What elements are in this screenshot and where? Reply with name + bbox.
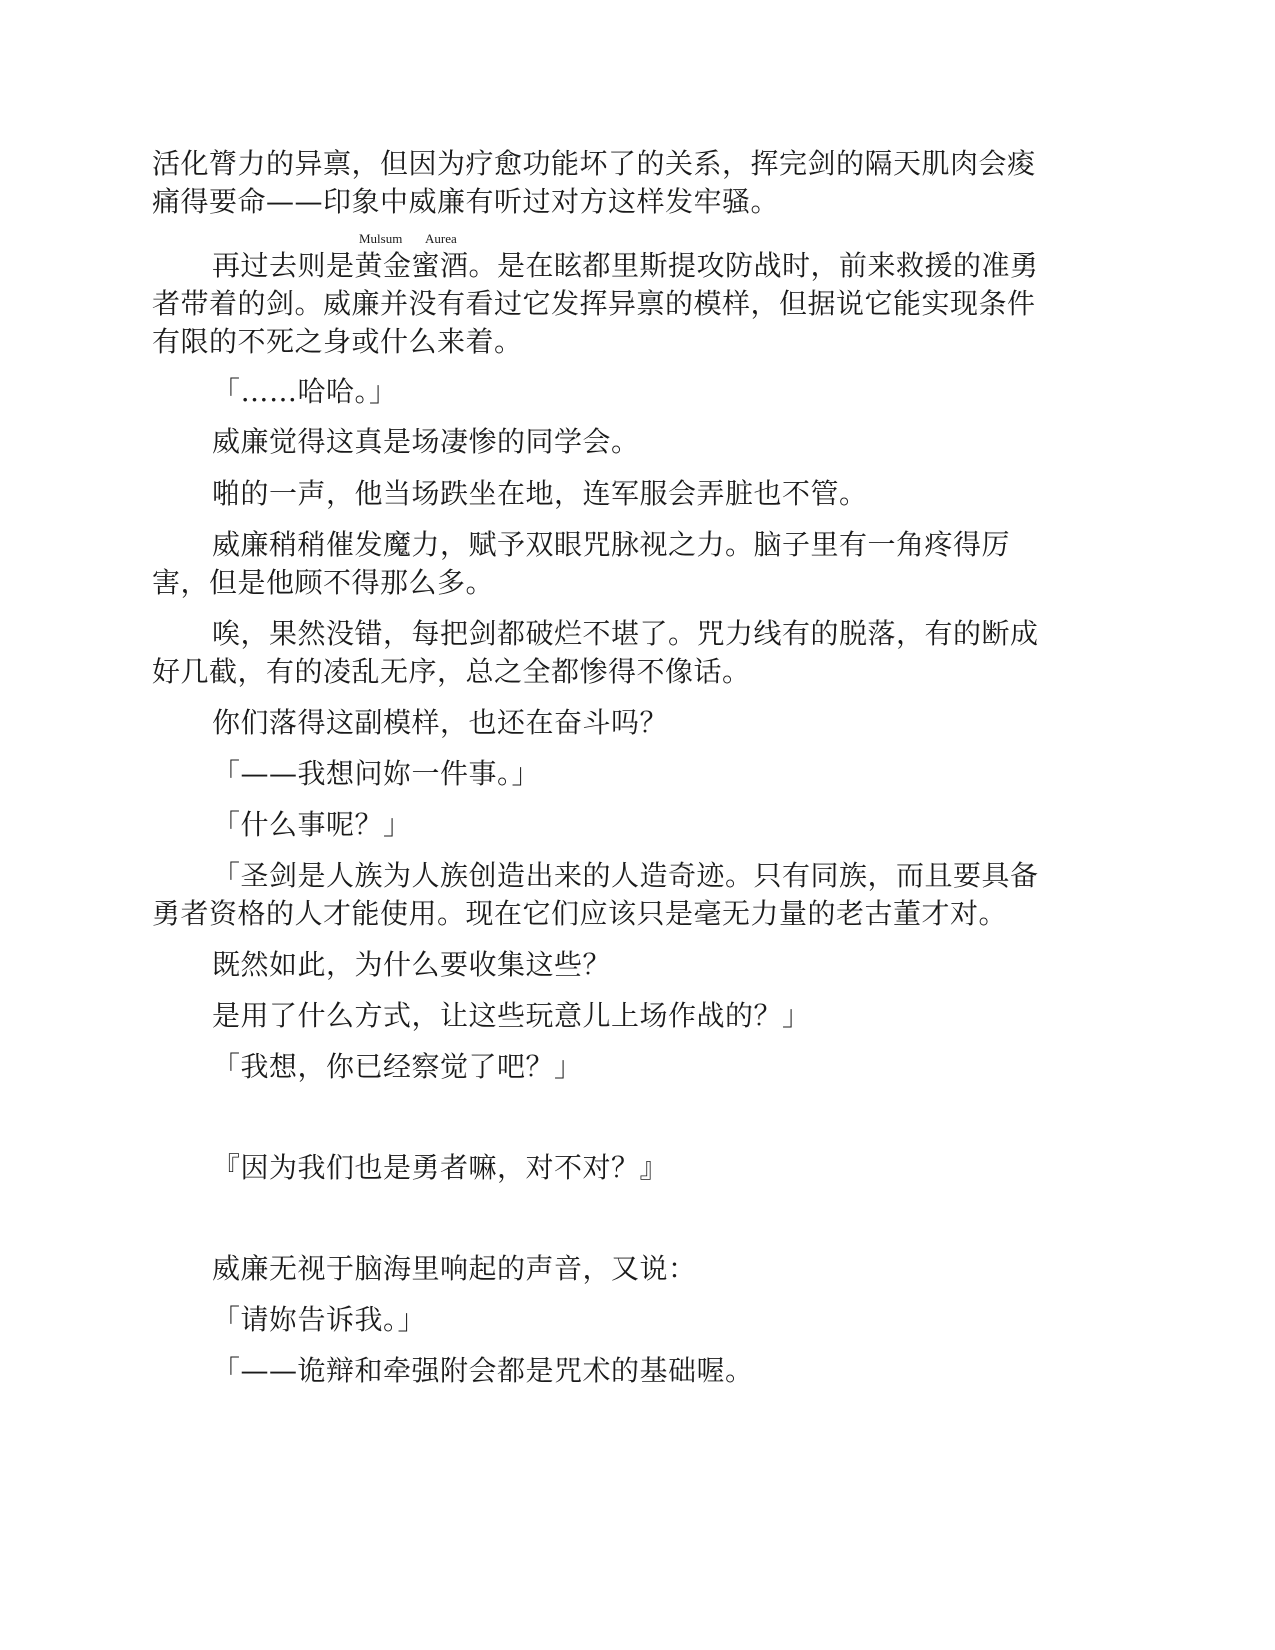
text-line: 威廉无视于脑海里响起的声音，又说：: [212, 1252, 697, 1285]
text-line: 既然如此，为什么要收集这些？: [212, 948, 612, 981]
text-line: 「——诡辩和牵强附会都是咒术的基础喔。: [212, 1354, 754, 1387]
text-line: 有限的不死之身或什么来着。: [152, 325, 523, 358]
text-line: 「……哈哈。」: [212, 375, 398, 408]
text-line: 「请妳告诉我。」: [212, 1303, 427, 1336]
text-line: 「——我想问妳一件事。」: [212, 757, 541, 790]
text-line: 「什么事呢？」: [212, 808, 412, 841]
text-line: 『因为我们也是勇者嘛，对不对？』: [212, 1151, 669, 1184]
ruby-text: Aurea: [425, 231, 457, 246]
text-line: 好几截，有的凌乱无序，总之全都惨得不像话。: [152, 655, 751, 688]
text-line: 勇者资格的人才能使用。现在它们应该只是毫无力量的老古董才对。: [152, 897, 1008, 930]
text-line: 唉，果然没错，每把剑都破烂不堪了。咒力线有的脱落，有的断成: [212, 617, 1039, 650]
text-line: 活化膂力的异禀，但因为疗愈功能坏了的关系，挥完剑的隔天肌肉会痠: [152, 147, 1036, 180]
text-line: 害，但是他顾不得那么多。: [152, 566, 495, 599]
ruby-text: Mulsum: [359, 231, 403, 246]
text-line: 威廉稍稍催发魔力，赋予双眼咒脉视之力。脑子里有一角疼得厉: [212, 528, 1011, 561]
text-line: 痛得要命——印象中威廉有听过对方这样发牢骚。: [152, 185, 780, 218]
text-line: 者带着的剑。威廉并没有看过它发挥异禀的模样，但据说它能实现条件: [152, 287, 1036, 320]
text-line: 威廉觉得这真是场凄惨的同学会。: [212, 425, 640, 458]
text-line: 「圣剑是人族为人族创造出来的人造奇迹。只有同族，而且要具备: [212, 859, 1039, 892]
text-line: 你们落得这副模样，也还在奋斗吗？: [212, 706, 669, 739]
text-line: 「我想，你已经察觉了吧？」: [212, 1050, 583, 1083]
text-line: 啪的一声，他当场跌坐在地，连军服会弄脏也不管。: [212, 477, 868, 510]
text-line: 再过去则是黄金蜜酒。是在眩都里斯提攻防战时，前来救援的准勇: [212, 249, 1039, 282]
text-line: 是用了什么方式，让这些玩意儿上场作战的？」: [212, 999, 811, 1032]
